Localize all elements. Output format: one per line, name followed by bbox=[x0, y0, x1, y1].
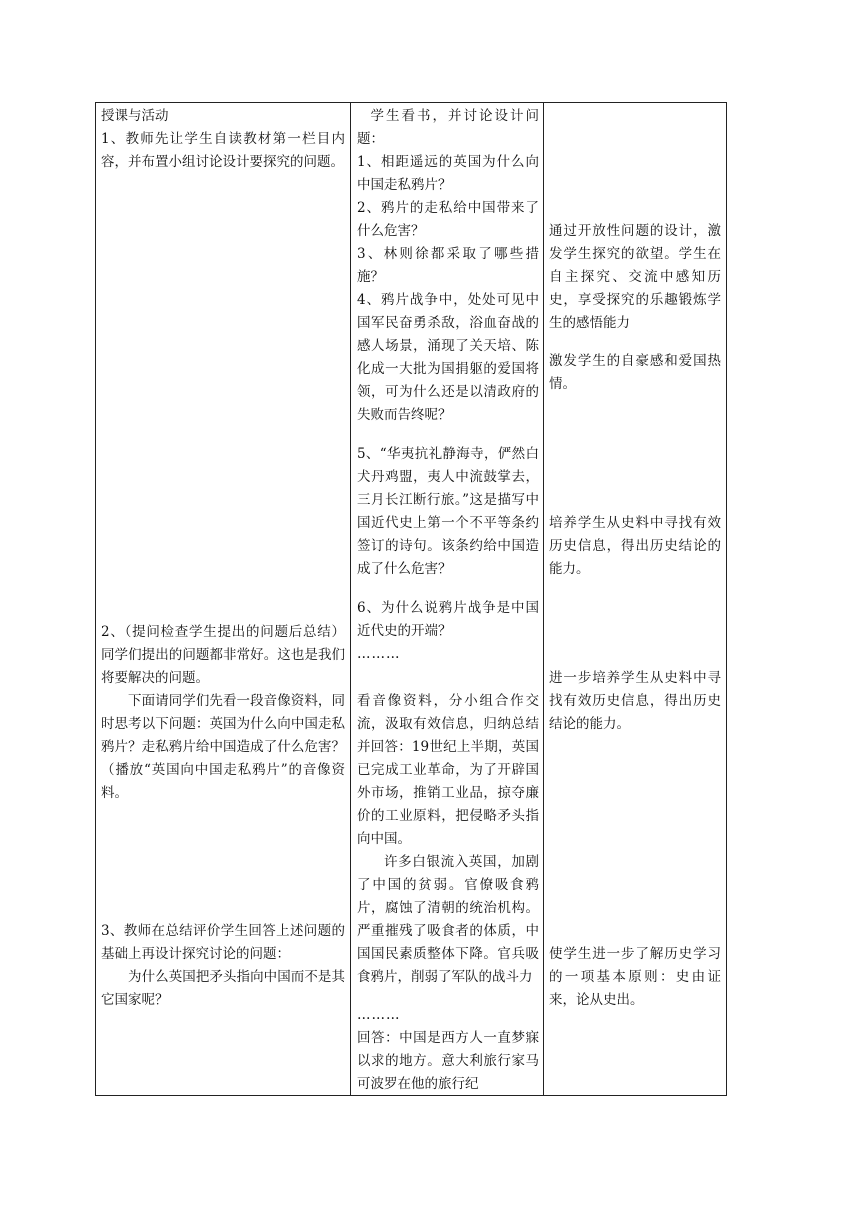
student-answer-3: 回答：中国是西方人一直梦寐以求的地方。意大利旅行家马可波罗在他的旅行纪 bbox=[357, 1030, 539, 1092]
student-question-2: 2、鸦片的走私给中国带来了什么危害？ bbox=[357, 200, 539, 239]
intent-5: 使学生进一步了解历史学习的一项基本原则：史由证来，论从史出。 bbox=[549, 946, 721, 1008]
intent-2: 激发学生的自豪感和爱国热情。 bbox=[549, 353, 721, 392]
student-answer-1: 看音像资料，分小组合作交流，汲取有效信息，归纳总结并回答：19世纪上半期，英国已完成工业革命，为了开辟国外市场，推销工业品，掠夺廉价的工业原料，把侵略矛头指向中国。 bbox=[357, 693, 539, 847]
student-question-6: 6、为什么说鸦片战争是中国近代史的开端？ bbox=[357, 600, 539, 639]
activity-step-2: 2、（提问检查学生提出的问题后总结）同学们提出的问题都非常好。这也是我们将要解决的问题。 bbox=[101, 624, 345, 686]
student-question-1: 1、相距遥远的英国为什么向中国走私鸦片？ bbox=[357, 154, 539, 193]
student-intro: 学生看书，并讨论设计问题： bbox=[357, 108, 539, 147]
student-question-5: 5、“华夷抗礼静海寺，俨然白犬丹鸡盟，夷人中流鼓掌去，三月长江断行旅。”这是描写中国近代史上第一个不平等条约签订的诗句。该条约给中国造成了什么危害？ bbox=[357, 446, 539, 577]
intent-3: 培养学生从史料中寻找有效历史信息，得出历史结论的能力。 bbox=[549, 515, 721, 577]
activity-step-2-detail: 下面请同学们先看一段音像资料，同时思考以下问题：英国为什么向中国走私鸦片？走私鸦片给中国造成了什么危害？（播放“英国向中国走私鸦片”的音像资料。 bbox=[101, 693, 345, 801]
activities-heading: 授课与活动 bbox=[101, 108, 169, 124]
column-student bbox=[351, 103, 544, 1095]
ellipsis-2: ……… bbox=[357, 1007, 401, 1023]
student-question-4: 4、鸦片战争中，处处可见中国军民奋勇杀敌，浴血奋战的感人场景，涌现了关天培、陈化成一大批为国捐躯的爱国将领，可为什么还是以清政府的失败而告终呢？ bbox=[357, 292, 539, 423]
column-activities bbox=[96, 103, 351, 1095]
student-question-3: 3、林则徐都采取了哪些措施？ bbox=[357, 246, 539, 285]
student-answer-2: 许多白银流入英国，加剧了中国的贫弱。官僚吸食鸦片，腐蚀了清朝的统治机构。严重摧残了吸食者的体质，中国国民素质整体下降。官兵吸食鸦片，削弱了军队的战斗力 bbox=[357, 854, 539, 985]
ellipsis-1: ……… bbox=[357, 646, 401, 662]
intent-1: 通过开放性问题的设计，激发学生探究的欲望。学生在自主探究、交流中感知历史，享受探究的乐趣锻炼学生的感悟能力 bbox=[549, 223, 721, 331]
activity-step-3-question: 为什么英国把矛头指向中国而不是其它国家呢？ bbox=[101, 969, 345, 1008]
activity-step-3: 3、教师在总结评价学生回答上述问题的基础上再设计探究讨论的问题： bbox=[101, 923, 345, 962]
intent-4: 进一步培养学生从史料中寻找有效历史信息，得出历史结论的能力。 bbox=[549, 670, 721, 732]
activity-step-1: 1、教师先让学生自读教材第一栏目内容，并布置小组讨论设计要探究的问题。 bbox=[101, 131, 345, 170]
column-intent bbox=[544, 103, 726, 1095]
lesson-table bbox=[95, 102, 727, 1096]
